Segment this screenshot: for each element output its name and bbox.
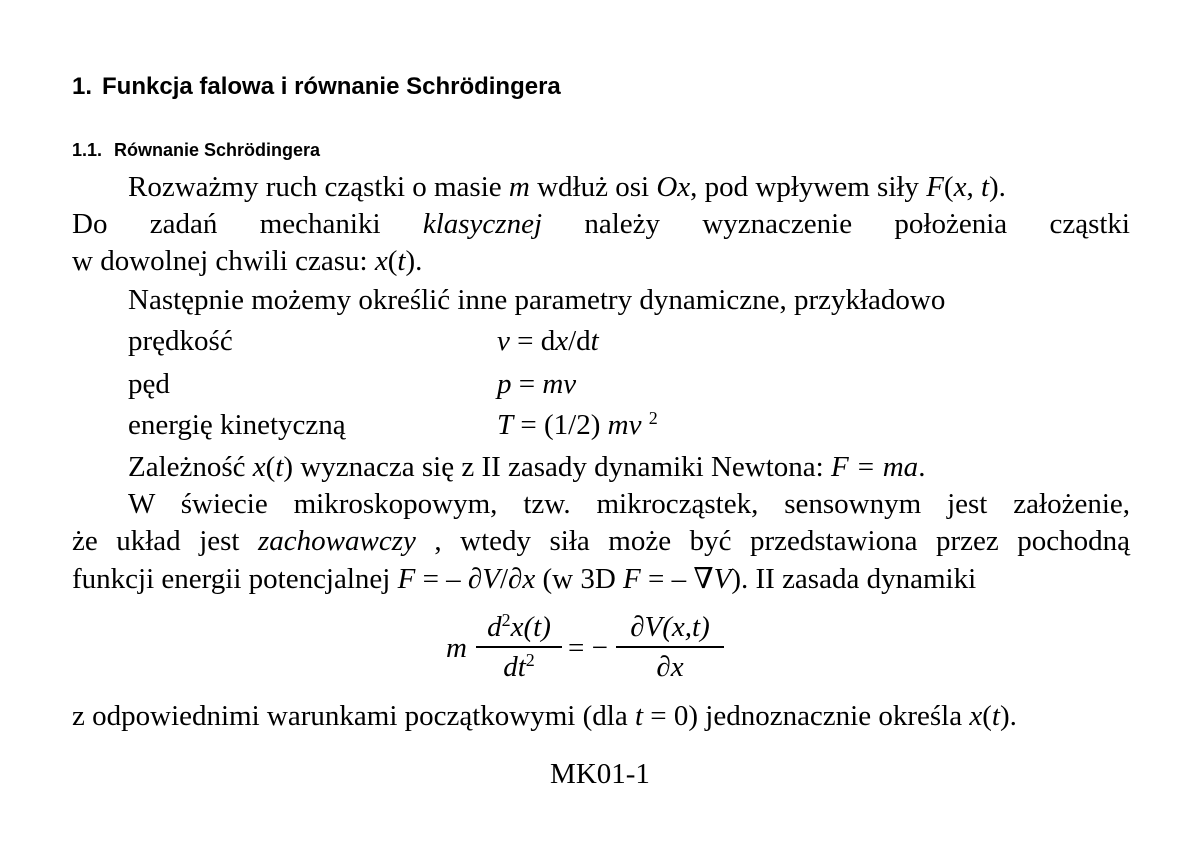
param-formula: v = dx/dt xyxy=(497,325,599,357)
paragraph-4-line-3: funkcji energii potencjalnej F = – ∂V/∂x (w 3D F = – ∇V). II zasada dynamiki xyxy=(72,563,977,595)
subsection-title: Równanie Schrödingera xyxy=(114,140,321,160)
section-heading xyxy=(72,71,561,103)
param-label: energię kinetyczną xyxy=(128,409,346,441)
param-formula: p = mv xyxy=(497,368,577,400)
subsection-heading xyxy=(72,137,320,163)
equation-fraction-left: $d^2x(t)$ $dt^2$ xyxy=(476,610,562,684)
param-formula: T = (1/2) mv $^2$ xyxy=(497,408,658,441)
paragraph-3: Zależność x(t) wyznacza się z II zasady dynamiki Newtona: F = ma. xyxy=(128,451,926,483)
paragraph-1-line-3: w dowolnej chwili czasu: x(t). xyxy=(72,245,423,277)
param-label: pęd xyxy=(128,368,170,400)
param-row-kinetic-energy xyxy=(128,407,1028,443)
section-title: Funkcja falowa i równanie Schrödingera xyxy=(102,73,561,100)
param-label: prędkość xyxy=(128,325,233,357)
paragraph-4-line-1: W świecie mikroskopowym, tzw. mikrocząstek, sensownym jest założenie, xyxy=(128,488,1130,520)
equation-fraction-right: ∂V(x,t) ∂x xyxy=(616,610,724,684)
paragraph-1-line-2: Do zadań mechaniki klasycznej należy wyznaczenie położenia cząstki xyxy=(72,208,1130,240)
paragraph-4-line-2: że układ jest zachowawczy , wtedy siła może być przedstawiona przez pochodną xyxy=(72,525,1130,557)
page-footer: MK01-1 xyxy=(550,758,650,790)
param-row-momentum xyxy=(128,366,1028,402)
equation-equals: = − xyxy=(568,632,608,664)
param-row-velocity xyxy=(128,323,1028,359)
subsection-number: 1.1. xyxy=(72,140,103,160)
equation-mass: m xyxy=(446,632,467,664)
paragraph-2: Następnie możemy określić inne parametry dynamiczne, przykładowo xyxy=(128,284,946,316)
section-number: 1. xyxy=(72,73,93,100)
paragraph-1-line-1: Rozważmy ruch cząstki o masie m wdłuż osi Ox, pod wpływem siły F(x, t). xyxy=(128,171,1006,203)
paragraph-5: z odpowiednimi warunkami początkowymi (dla t = 0) jednoznacznie określa x(t). xyxy=(72,700,1017,732)
